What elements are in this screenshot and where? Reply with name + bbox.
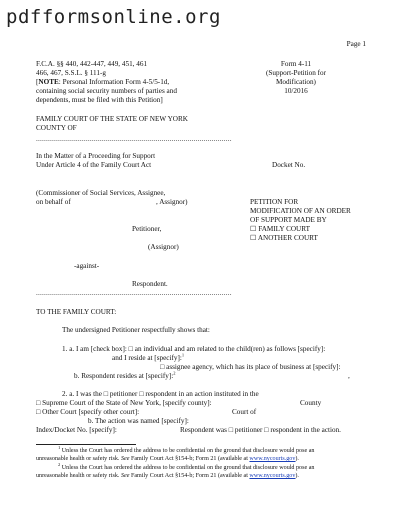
- note-label: NOTE: [38, 78, 59, 86]
- assignor-label: , Assignor): [156, 198, 188, 206]
- caption-divider-2: ..................................................................................................: [36, 289, 232, 297]
- caption-divider-1: ..................................................................................................: [36, 135, 232, 143]
- to-court-heading: TO THE FAMILY COURT:: [36, 308, 117, 316]
- against-label: -against-: [74, 262, 100, 270]
- form-subtitle-2: Modification): [276, 78, 316, 86]
- petition-title-2: MODIFICATION OF AN ORDER: [250, 207, 351, 215]
- matter-line-2: Under Article 4 of the Family Court Act: [36, 161, 152, 169]
- petitioner-label: Petitioner,: [132, 225, 162, 233]
- supreme-court-option[interactable]: □ Supreme Court of the State of New York, [specify county]:: [36, 399, 212, 407]
- footnote-2-text-a: unreasonable health or safety risk.: [36, 473, 121, 479]
- footnote-1-line-2: [36, 456, 299, 463]
- index-docket-label: Index/Docket No. [specify]:: [36, 426, 117, 434]
- form-subtitle-1: (Support-Petition for: [265, 69, 327, 77]
- county-label: COUNTY OF: [36, 124, 77, 132]
- footnote-1-text-a: unreasonable health or safety risk.: [36, 456, 121, 462]
- footnote-2-mark: 2: [58, 462, 61, 467]
- matter-line-1: In the Matter of a Proceeding for Support: [36, 152, 156, 160]
- reside-at-line: [112, 354, 184, 363]
- petition-title-1: PETITION FOR: [250, 198, 299, 206]
- court-name: FAMILY COURT OF THE STATE OF NEW YORK: [36, 115, 188, 123]
- county-suffix: County: [300, 399, 322, 407]
- respondent-label: Respondent.: [132, 280, 168, 288]
- note-line-1: [NOTE: Personal Information Form 4-5/5-1d,: [36, 78, 170, 86]
- footnote-1-text-b: Family Court Act §154-b; Form 21 (available at: [129, 456, 250, 462]
- note-line-2: containing social security numbers of parties and: [36, 87, 177, 95]
- statute-line-2: 466, 467, S.S.L. § 111-g: [36, 69, 106, 77]
- paragraph-1b: [74, 372, 175, 381]
- footnote-separator: [36, 444, 136, 445]
- assignee-agency-option[interactable]: □ assignee agency, which has its place of business at [specify]:: [160, 363, 341, 371]
- footnote-2-line-2: [36, 473, 299, 480]
- footnote-2-see: See: [120, 473, 130, 479]
- footnote-1-see: See: [120, 456, 130, 462]
- footnote-ref-1: 1: [181, 352, 185, 358]
- page-number: Page 1: [346, 40, 366, 48]
- assignor-paren: (Assignor): [148, 243, 179, 251]
- note-line-3: dependents, must be filed with this Petition]: [36, 96, 163, 104]
- note-text: : Personal Information Form 4-5/5-1d,: [58, 78, 170, 86]
- comma-mark: ,: [348, 372, 350, 380]
- footnote-1-mark: 1: [58, 445, 61, 450]
- paragraph-1a: 1. a. I am [check box]: □ an individual and am related to the child(ren) as follows [specify]:: [62, 345, 326, 353]
- footnote-1-line-1: [58, 445, 315, 455]
- court-of-label: Court of: [232, 408, 257, 416]
- paragraph-2a: 2. a. I was the □ petitioner □ respondent in an action instituted in the: [62, 390, 259, 398]
- petition-title-3: OF SUPPORT MADE BY: [250, 216, 327, 224]
- family-court-checkbox[interactable]: ☐ FAMILY COURT: [250, 225, 310, 233]
- footnote-ref-2: 2: [173, 370, 176, 376]
- footnote-2-text: Unless the Court has ordered the address to be confidential on the ground that disclosure would pose an: [61, 465, 315, 472]
- footnote-2-line-1: [58, 462, 315, 472]
- footnote-2-link[interactable]: www.nycourts.gov: [249, 473, 296, 479]
- reside-at-label: and I reside at [specify]:: [112, 354, 182, 362]
- other-court-option[interactable]: □ Other Court [specify other court]:: [36, 408, 140, 416]
- intro-text: The undersigned Petitioner respectfully shows that:: [62, 326, 210, 334]
- form-date: 10/2016: [284, 87, 308, 95]
- footnote-1-text-c: ).: [295, 456, 299, 462]
- statute-line-1: F.C.A. §§ 440, 442-447, 449, 451, 461: [36, 60, 148, 68]
- commissioner-line: (Commissioner of Social Services, Assignee,: [36, 189, 166, 197]
- footnote-1-link[interactable]: www.nycourts.gov: [249, 456, 296, 462]
- docket-label: Docket No.: [272, 161, 306, 169]
- site-logo: pdfformsonline.org: [6, 6, 221, 28]
- footnote-2-text-c: ).: [295, 473, 299, 479]
- footnote-1-text: Unless the Court has ordered the address to be confidential on the ground that disclosure would pose an: [61, 448, 315, 455]
- another-court-checkbox[interactable]: ☐ ANOTHER COURT: [250, 234, 318, 242]
- paragraph-2b: b. The action was named [specify]:: [88, 417, 189, 425]
- respondent-resides-label: b. Respondent resides at [specify]:: [74, 372, 174, 380]
- respondent-role-line: Respondent was □ petitioner □ respondent in the action.: [180, 426, 341, 434]
- on-behalf-of: on behalf of: [36, 198, 71, 206]
- footnote-2-text-b: Family Court Act §154-b; Form 21 (available at: [129, 473, 250, 479]
- form-number: Form 4-11: [280, 60, 312, 68]
